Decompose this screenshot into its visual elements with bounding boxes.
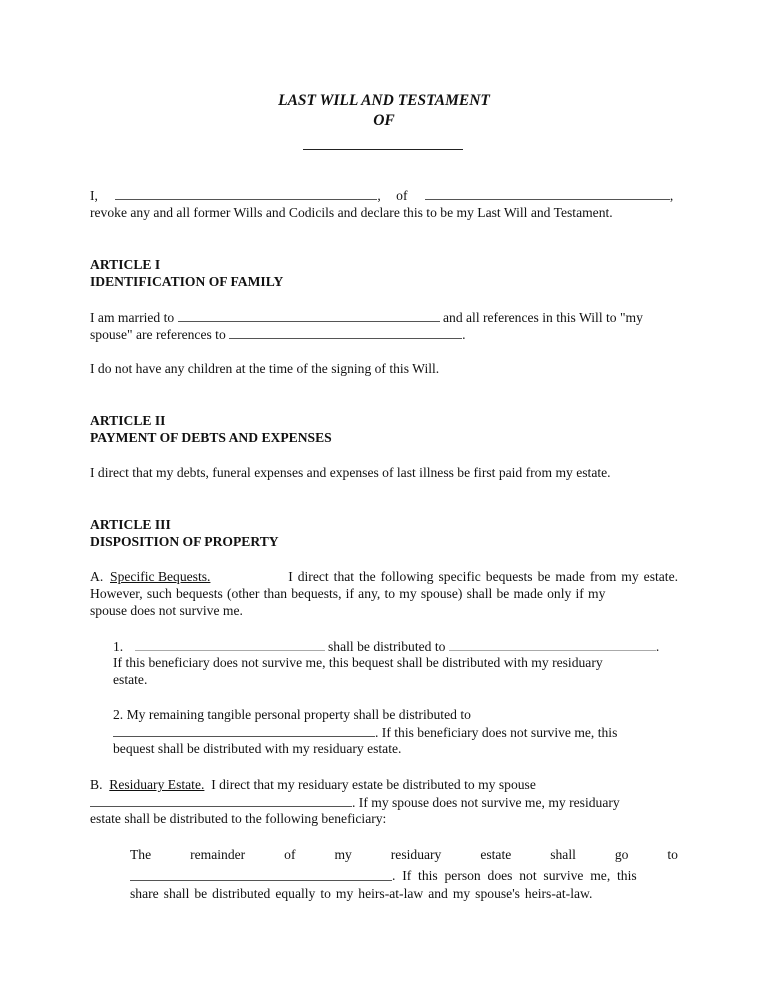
residuary-line-1 xyxy=(90,776,536,793)
article-3-subheading: DISPOSITION OF PROPERTY xyxy=(90,534,279,549)
remainder-word: shall xyxy=(550,847,576,862)
bequest-1-mid: shall be distributed to xyxy=(328,639,446,654)
remainder-line-2-text: . If this person does not survive me, this xyxy=(392,868,637,883)
intro-i: I, xyxy=(90,188,98,203)
testator-name-blank[interactable] xyxy=(303,136,463,150)
bequest-2-line-3: bequest shall be distributed with my residuary estate. xyxy=(113,741,402,756)
remainder-word: The xyxy=(130,847,152,862)
residuary-line-2-text: . If my spouse does not survive me, my residuary xyxy=(352,795,620,810)
section-a-label: A. xyxy=(90,569,104,584)
testator-name-field[interactable] xyxy=(115,186,377,200)
intro-line-2: revoke any and all former Wills and Codicils and declare this to be my Last Will and Testament. xyxy=(90,205,613,220)
debts-statement: I direct that my debts, funeral expenses and expenses of last illness be first paid from my estate. xyxy=(90,465,611,480)
remainder-line-1 xyxy=(130,846,678,863)
bequest-1-number: 1. xyxy=(113,639,124,654)
document-title-of: OF xyxy=(373,112,395,129)
married-pre: I am married to xyxy=(90,310,175,325)
residuary-line-2 xyxy=(90,793,620,811)
bequest-2-beneficiary-field[interactable] xyxy=(113,723,375,737)
residuary-line-3: estate shall be distributed to the following beneficiary: xyxy=(90,811,387,826)
intro-comma: , xyxy=(377,188,381,203)
bequest-2-line-2 xyxy=(113,723,617,741)
remainder-word: estate xyxy=(480,847,512,862)
spouse-pre: spouse" are references to xyxy=(90,327,226,342)
bequest-2-line-1: 2. My remaining tangible personal property shall be distributed to xyxy=(113,707,471,722)
section-b-label: B. xyxy=(90,777,103,792)
specific-bequests-label-group xyxy=(90,568,210,585)
remainder-word: to xyxy=(667,847,678,862)
specific-bequests-title: Specific Bequests. xyxy=(110,569,211,584)
remainder-word: remainder xyxy=(190,847,246,862)
residuary-spouse-field[interactable] xyxy=(90,793,352,807)
remainder-line-2 xyxy=(130,867,678,884)
article-3-heading: ARTICLE III xyxy=(90,517,171,532)
bequest-1-item-field[interactable] xyxy=(135,637,325,651)
remainder-word: my xyxy=(334,847,352,862)
bequest-1-line-2: If this beneficiary does not survive me, this bequest shall be distributed with my residuary xyxy=(113,655,603,670)
spouse-post: . xyxy=(462,327,466,342)
married-line xyxy=(90,308,643,326)
article-1-subheading: IDENTIFICATION OF FAMILY xyxy=(90,274,284,289)
residuary-estate-title: Residuary Estate. xyxy=(109,777,205,792)
testator-address-field[interactable] xyxy=(425,186,670,200)
document-title: LAST WILL AND TESTAMENT xyxy=(278,92,490,109)
intro-of: of xyxy=(396,188,408,203)
specific-bequests-line-2: However, such bequests (other than bequests, if any, to my spouse) shall be made only if my xyxy=(90,586,606,601)
article-2-subheading: PAYMENT OF DEBTS AND EXPENSES xyxy=(90,430,332,445)
article-2-heading: ARTICLE II xyxy=(90,413,166,428)
article-1-heading: ARTICLE I xyxy=(90,257,161,272)
bequest-1-line-3: estate. xyxy=(113,672,148,687)
specific-bequests-line-1 xyxy=(90,568,678,585)
bequest-1-end: . xyxy=(655,639,660,654)
remainder-word: residuary xyxy=(390,847,442,862)
specific-bequests-line-3: spouse does not survive me. xyxy=(90,603,243,618)
intro-line-1 xyxy=(90,186,680,204)
spouse-reference-field[interactable] xyxy=(229,325,462,339)
married-post: and all references in this Will to "my xyxy=(442,310,643,325)
remainder-line-3: share shall be distributed equally to my heirs-at-law and my spouse's heirs-at-law. xyxy=(130,886,593,901)
children-statement: I do not have any children at the time of the signing of this Will. xyxy=(90,361,440,376)
bequest-2-line-2-text: . If this beneficiary does not survive me, this xyxy=(375,725,618,740)
residuary-line-1-text: I direct that my residuary estate be distributed to my spouse xyxy=(211,777,536,792)
remainder-beneficiary-field[interactable] xyxy=(130,867,392,881)
spouse-line xyxy=(90,325,466,343)
intro-comma-2: , xyxy=(669,188,674,203)
remainder-word: go xyxy=(614,847,629,862)
remainder-word: of xyxy=(284,847,296,862)
bequest-1-beneficiary-field[interactable] xyxy=(449,637,656,651)
bequest-1-line-1 xyxy=(113,637,659,655)
spouse-name-field[interactable] xyxy=(178,308,440,322)
specific-bequests-text: I direct that the following specific bequests be made from my estate. xyxy=(288,569,678,584)
